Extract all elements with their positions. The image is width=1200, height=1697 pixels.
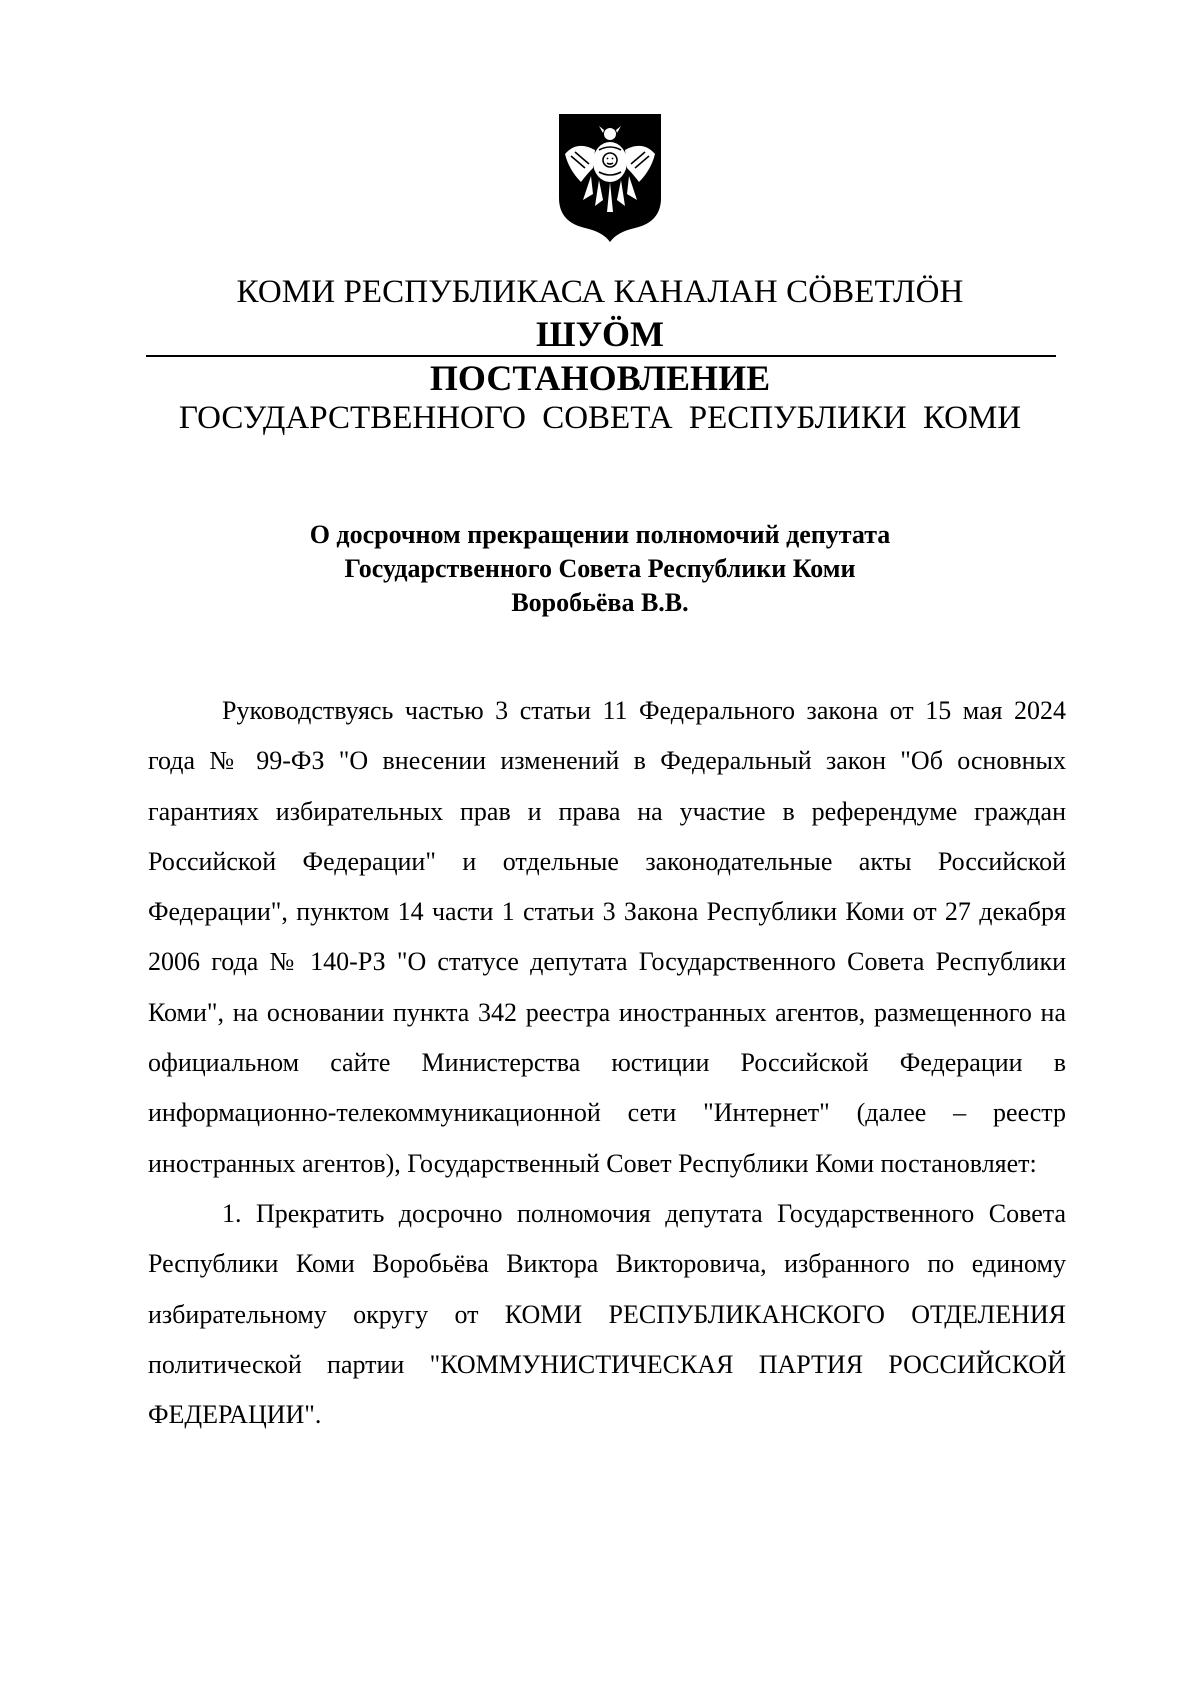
title-line-3: Воробьёва В.В. [511, 588, 689, 617]
title-line-2: Государственного Совета Республики Коми [344, 554, 856, 583]
document-type: ПОСТАНОВЛЕНИЕ [429, 358, 771, 398]
issuer-heading: ГОСУДАРСТВЕННОГО СОВЕТА РЕСПУБЛИКИ КОМИ [178, 400, 1022, 436]
document-body [148, 686, 1066, 1440]
header-divider [146, 355, 1056, 357]
document-title [0, 518, 1200, 620]
preamble-paragraph: Руководствуясь частью 3 статьи 11 Федерального закона от 15 мая 2024 года № 99-ФЗ "О внесении изменений в Федеральный закон "Об основных гарантиях избирательных прав и права на участие в референдуме граждан Российской Федерации" и отдельные законодательные акты Российской Федерации", пунктом 14 части 1 статьи 3 Закона Республики Коми от 27 декабря 2006 года № 140-РЗ "О статусе депутата Государственного Совета Республики Коми", на основании пункта 342 реестра иностранных агентов, размещенного на официальном сайте Министерства юстиции Российской Федерации в информационно-телекоммуникационной сети "Интернет" (далее – реестр иностранных агентов), Государственный Совет Республики Коми постановляет: [148, 696, 1066, 1178]
title-line-1: О досрочном прекращении полномочий депутата [309, 520, 891, 549]
clause-1-paragraph: 1. Прекратить досрочно полномочия депутата Государственного Совета Республики Коми Воробьёва Виктора Викторовича, избранного по единому избирательному округу от КОМИ РЕСПУБЛИКАНСКОГО ОТДЕЛЕНИЯ политической партии "КОММУНИСТИЧЕСКАЯ ПАРТИЯ РОССИЙСКОЙ ФЕДЕРАЦИИ". [148, 1198, 1066, 1430]
komi-heading: КОМИ РЕСПУБЛИКАСА КАНАЛАН СÖВЕТЛÖН [236, 274, 964, 310]
komi-coat-of-arms-icon [555, 110, 665, 244]
komi-document-type: ШУÖМ [536, 314, 664, 354]
